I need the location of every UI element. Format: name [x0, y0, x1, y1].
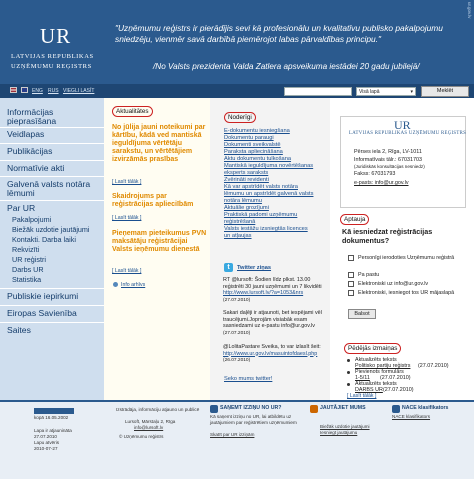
footer-copyright: © Uzņēmumu reģistrs — [119, 434, 164, 439]
footer-updated-label: Lapa ir atjaunināta — [34, 428, 72, 433]
tweet-date: (27.07.2010) — [223, 297, 251, 303]
footer-counter-date: 2010-07-27 — [34, 446, 58, 451]
useful-link[interactable]: E-dokumentu iesniegšana — [224, 128, 290, 134]
tweet-text: Sakari daļēji ir atjaunoti, bet iespējami vēl traucējumi.Joprojām visiabāk esam sasniedzami uz e-pastu info@ur.gov.lv — [223, 310, 322, 329]
sidebar-item-notary-decisions[interactable]: Galvenā valsts notāra lēmumi — [7, 179, 91, 198]
poll-option-label: Elektroniski, iesniegot tos UR mājaslapā — [358, 290, 455, 296]
poll-option-checkbox[interactable] — [348, 290, 354, 296]
news-item-title[interactable]: Skaidrojums par reģistrācijas aplieciībām — [112, 193, 194, 208]
footer-col3-link[interactable]: NACE klasifikators — [392, 414, 431, 419]
useful-link[interactable]: Mantiskā ieguldījuma novērtēšanas — [224, 163, 314, 169]
search-scope-value: Visā lapā — [359, 89, 380, 95]
update-title: Aktualizēts teksts — [355, 357, 397, 363]
sidebar-item-publications[interactable]: Publikācijas — [7, 146, 53, 156]
news-archive-link[interactable]: Info arhīvs — [121, 282, 146, 288]
poll-option-label: Elektroniski uz info@ur.gov.lv — [358, 281, 429, 287]
sidebar-item-contacts[interactable]: Kontakti. Darba laiki — [12, 235, 76, 244]
tweet-link[interactable]: http://www.ur.gov.lv/masuintofdaesl.php — [223, 350, 318, 357]
update-link[interactable]: 1-5/11 — [355, 375, 370, 381]
english-flag-icon[interactable] — [21, 87, 28, 93]
lang-rus-link[interactable]: RUS — [48, 87, 59, 94]
footer-col2-link[interactable]: Biežāk uzdotie jautājumi — [320, 424, 370, 429]
updates-more-link[interactable]: [ Lasīt tālāk ] — [347, 393, 377, 399]
info-icon — [113, 282, 118, 287]
footer-col1-link[interactable]: Skatīt par UR izziņām — [210, 432, 255, 437]
news-item-more-link[interactable]: [ Lasīt tālāk ] — [112, 215, 142, 221]
sidebar-item-registers[interactable]: UR reģistri — [12, 255, 46, 264]
card-address: Pērses iela 2, Rīga, LV-1011 — [354, 149, 422, 155]
sidebar-item-requisites[interactable]: Rekvizīti — [12, 245, 40, 254]
lang-eng-link[interactable]: ENG — [32, 87, 43, 94]
sidebar-divider — [0, 127, 104, 128]
useful-link[interactable]: Aktu dokumentu tulkošana — [224, 156, 292, 162]
poll-option-checkbox[interactable] — [348, 255, 354, 261]
tweet-text: @LolitaPastare Sveika, to var izlasīt šeit: — [223, 344, 321, 350]
sidebar-divider — [0, 322, 104, 323]
footer-counter: kopā 16.05.2002 — [34, 415, 69, 420]
card-phone: Informatīvais tālr.: 67031703 — [354, 157, 423, 163]
site-header — [0, 0, 474, 84]
news-item-more-link[interactable]: [ Lasīt tālāk ] — [112, 268, 142, 274]
bullet-icon — [347, 359, 350, 362]
update-title: Aktualizēts teksts — [355, 381, 397, 387]
tweet-date: (26.07.2010) — [223, 358, 251, 363]
useful-link[interactable]: reģistrēšanā — [224, 219, 256, 225]
useful-link[interactable]: Kā var apstrīdēt valsts notāra — [224, 184, 298, 190]
poll-option-label: Pa pastu — [358, 272, 380, 278]
useful-link[interactable]: Praktiskā padomi uzņēmumu — [224, 212, 298, 218]
update-title: Pievienots formulārs — [355, 369, 404, 375]
sidebar-item-careers[interactable]: Darbs UR — [12, 265, 44, 274]
sidebar-item-faq[interactable]: Biežāk uzdotie jautājumi — [12, 225, 90, 234]
footer-col1-text: Kā saņemt izziņu no UR, lai atbildētu uz jautājumiem par reģistrētiem uzņēmumiem — [210, 414, 297, 425]
footer-address: Lursoft, Mārstaļu 2, Rīga — [125, 419, 176, 424]
sidebar-item-info-request[interactable]: Informācijas pieprasīšana — [7, 107, 57, 126]
poll-option-checkbox[interactable] — [348, 281, 354, 287]
tweet — [223, 344, 327, 365]
search-scope-select[interactable] — [356, 87, 416, 96]
sidebar-item-about[interactable]: Par UR — [7, 203, 36, 213]
footer-email[interactable]: info@lursoft.lv — [134, 425, 164, 430]
twitter-label[interactable]: Twitter ziņas — [237, 265, 272, 271]
header-quote: "Uzņēmumu reģistrs ir pierādījis sevi kā profesionālu un kvalitatīvu publisko pakalpojumu sniedzēju, vienmēr savā darbībā piemērojot labas pārvaldības principu." — [115, 23, 443, 44]
visit-counter-badge — [34, 408, 74, 414]
sidebar-item-links[interactable]: Saites — [7, 325, 31, 335]
tweet — [223, 310, 327, 337]
useful-link[interactable]: Aktuālie grozījumi — [224, 205, 269, 211]
twitter-icon[interactable]: t — [224, 263, 233, 272]
chevron-down-icon: ▾ — [410, 89, 413, 95]
footer-updated-date: 27.07.2010 — [34, 434, 57, 439]
useful-link[interactable]: un atļaujas — [224, 233, 252, 239]
useful-link[interactable]: eksperts saraksts — [224, 170, 269, 176]
news-item-title[interactable]: Pieņemam pieteikumus PVN maksātāju reģistrācijai Valsts ieņēmumu dienestā — [112, 230, 207, 253]
news-tag: Aktualitātes — [112, 106, 153, 117]
question-icon — [310, 405, 318, 413]
sidebar — [0, 98, 104, 400]
accessible-version-link[interactable]: VIEGLI LASĪT — [63, 87, 95, 94]
card-note: (Juridiskās konsultācijas nesniedz) — [354, 164, 425, 169]
sidebar-divider — [0, 305, 104, 306]
footer-col3-title: NACE klasifikators — [402, 405, 449, 411]
tweet-text: RT @lursoft: Šodien līdz plkst. 13.00 reģistrēti 30 jauni uzņēmumi un 7 likvidēti — [223, 277, 322, 290]
footer-opened-label: Lapu atvēris — [34, 440, 60, 445]
poll-tag: Aptauja — [340, 214, 369, 225]
card-logo: UR — [394, 118, 411, 132]
footer-col1-title: SAŅEMT IZZIŅU NO UR? — [220, 405, 282, 411]
twitter-follow-link[interactable]: Seko mums twitter! — [224, 376, 273, 382]
useful-link[interactable]: Dokumentu paraugi — [224, 135, 274, 141]
sidebar-divider — [0, 288, 104, 289]
poll-option-label: Personīgi ierodoties Uzņēmumu reģistrā — [358, 255, 455, 261]
sidebar-divider — [0, 160, 104, 161]
sidebar-item-statistics[interactable]: Statistika — [12, 275, 42, 284]
useful-tag: Noderīgi — [224, 112, 256, 123]
update-date: (27.07.2010) — [380, 375, 411, 381]
footer-credit: Izstrādāja, informāciju atjauno un publicē — [116, 407, 200, 412]
useful-link[interactable]: Paraksta apliecināšana — [224, 149, 283, 155]
news-item-title[interactable]: No jūlija jauni noteikumi par kārtību, kādā ved mantiskā ieguldījuma vērtētāju sarakstu, un vērtētājiem izvirzāmās prasības — [112, 124, 206, 163]
poll-vote-button[interactable]: Balsot — [348, 309, 376, 319]
sidebar-item-eu[interactable]: Eiropas Savienība — [7, 308, 77, 318]
updates-tag: Pēdējās izmaiņas — [344, 343, 401, 354]
logo-line-2: UZŅĒMUMU REĢISTRS — [11, 63, 92, 70]
card-title: LATVIJAS REPUBLIKAS UZŅĒMUMU REĢISTRS — [349, 131, 467, 136]
sidebar-item-legal-acts[interactable]: Normatīvie akti — [7, 163, 65, 173]
news-item-more-link[interactable]: [ Lasīt tālāk ] — [112, 179, 142, 185]
logo-mark[interactable]: UR — [40, 24, 72, 48]
tweet-date: (27.07.2010) — [223, 330, 251, 336]
search-button[interactable]: Meklēt — [421, 86, 469, 97]
useful-link[interactable]: lēmumu un apstrīdēt galvenā valsts — [224, 191, 314, 197]
card-email[interactable]: e-pasts: info@ur.gov.lv — [354, 180, 409, 186]
sidebar-item-forms[interactable]: Veidlapas — [7, 129, 45, 139]
useful-link[interactable]: notāra lēmumu — [224, 198, 262, 204]
poll-question: Kā iesniedzat reģistrācijas dokumentus? — [342, 227, 433, 245]
useful-link[interactable]: Dokumenti sveikvalstē — [224, 142, 281, 148]
useful-link[interactable]: Valsts iestāžu izsniegtās licences — [224, 226, 308, 232]
logo-line-1: LATVIJAS REPUBLIKAS — [11, 53, 94, 60]
list-icon — [392, 405, 400, 413]
update-link[interactable]: Politisko partiju reģistrs — [355, 363, 411, 369]
useful-link[interactable]: Zvērināti revidenti — [224, 177, 269, 183]
tweet — [223, 277, 327, 304]
footer-col2-link[interactable]: Iesniegt jautājumu — [320, 430, 358, 435]
footer-col2-title: JAUTĀJIET MUMS — [320, 405, 366, 411]
sidebar-item-procurement[interactable]: Publiskie iepirkumi — [7, 291, 79, 301]
search-input[interactable] — [284, 87, 352, 96]
update-date: (27.07.2010) — [383, 387, 414, 393]
document-icon — [210, 405, 218, 413]
bullet-icon — [347, 383, 350, 386]
sidebar-divider — [0, 143, 104, 144]
footer — [0, 400, 474, 479]
header-quote-source: /No Valsts prezidenta Valda Zatlera apsveikuma iestādei 20 gadu jubilejā/ — [153, 62, 420, 71]
latvian-flag-icon[interactable] — [10, 87, 17, 93]
bullet-icon — [347, 371, 350, 374]
poll-option-checkbox[interactable] — [348, 272, 354, 278]
card-fax: Fakss: 67031793 — [354, 171, 396, 177]
update-link[interactable]: DARBS UR — [355, 387, 383, 393]
sidebar-item-services[interactable]: Pakalpojumi — [12, 215, 52, 224]
sidebar-divider — [0, 200, 104, 201]
sidebar-divider — [0, 176, 104, 177]
tweet-link[interactable]: http://www.lursoft.lv/?a=1053&nrs — [223, 290, 304, 296]
side-text: ur.gov.lv — [467, 2, 472, 19]
update-date: (27.07.2010) — [418, 363, 449, 369]
